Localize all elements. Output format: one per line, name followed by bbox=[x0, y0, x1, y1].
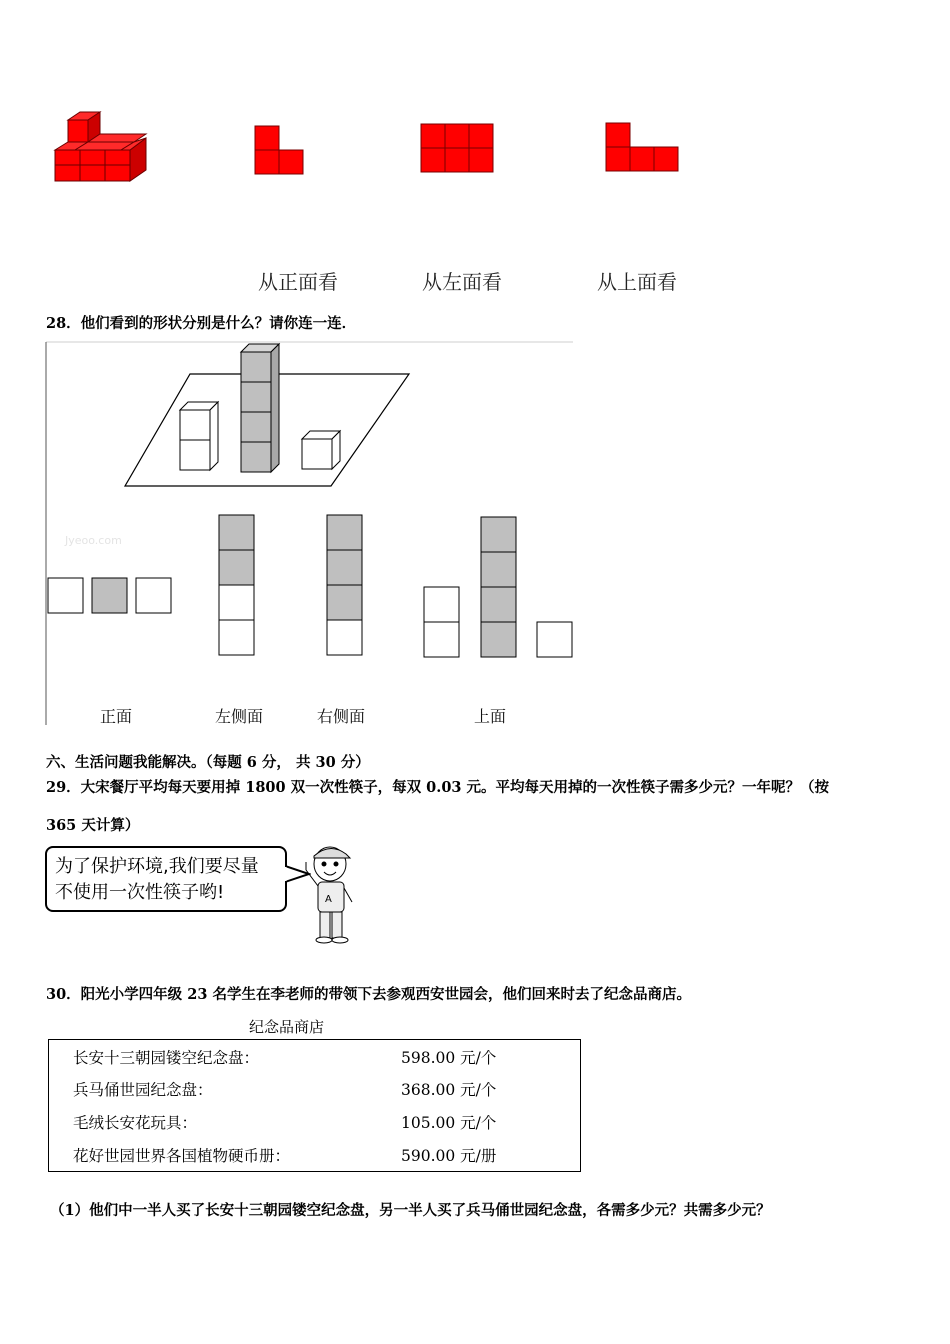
caption-left: 从左面看 bbox=[422, 270, 502, 294]
red-view-front bbox=[253, 124, 305, 176]
shop-price-list bbox=[48, 1039, 581, 1172]
speech-bubble bbox=[45, 846, 287, 912]
item-price: 105.00 元/个 bbox=[401, 1114, 497, 1132]
item-name: 长安十三朝园镂空纪念盘： bbox=[73, 1049, 260, 1067]
cartoon-boy-image bbox=[300, 842, 362, 946]
stack-white-2 bbox=[180, 402, 218, 470]
question-29-line1: 29．大宋餐厅平均每天要用掉 1800 双一次性筷子，每双 0.03 元。平均每天用掉的一次性筷子需多少元？一年呢？（按 bbox=[46, 779, 830, 796]
q28-figure bbox=[45, 340, 575, 730]
option-left-side bbox=[219, 515, 254, 655]
item-price: 590.00 元/册 bbox=[401, 1147, 497, 1165]
question-30-part-1: （1）他们中一半人买了长安十三朝园镂空纪念盘，另一半人买了兵马俑世园纪念盘，各需多少元？共需多少元？ bbox=[50, 1202, 771, 1219]
question-29-line2: 365 天计算） bbox=[46, 817, 140, 834]
option-front bbox=[48, 578, 171, 613]
red-cube-solid bbox=[50, 108, 155, 188]
label-top: 上面 bbox=[474, 707, 507, 726]
option-right-side bbox=[327, 515, 362, 655]
bubble-line-2: 不使用一次性筷子哟! bbox=[55, 882, 225, 903]
item-name: 花好世园世界各国植物硬币册： bbox=[73, 1147, 291, 1165]
list-item bbox=[73, 1144, 573, 1174]
label-right-side: 右侧面 bbox=[317, 707, 366, 726]
bubble-line-1: 为了保护环境,我们要尽量 bbox=[55, 856, 259, 877]
item-price: 368.00 元/个 bbox=[401, 1081, 497, 1099]
stack-gray-4 bbox=[241, 344, 279, 472]
item-name: 兵马俑世园纪念盘： bbox=[73, 1081, 213, 1099]
list-item bbox=[73, 1078, 573, 1108]
item-name: 毛绒长安花玩具： bbox=[73, 1114, 198, 1132]
red-view-top bbox=[604, 121, 680, 173]
shop-title: 纪念品商店 bbox=[249, 1018, 325, 1036]
svg-text:A: A bbox=[325, 894, 332, 905]
caption-front: 从正面看 bbox=[258, 270, 338, 294]
list-item bbox=[73, 1046, 573, 1076]
stack-white-1 bbox=[302, 431, 340, 469]
section-6-heading: 六、生活问题我能解决。（每题 6 分， 共 30 分） bbox=[46, 754, 370, 771]
svg-text:Jyeoo.com: Jyeoo.com bbox=[65, 534, 122, 547]
list-item bbox=[73, 1111, 573, 1141]
question-28: 28．他们看到的形状分别是什么？请你连一连． bbox=[46, 315, 357, 332]
question-30: 30．阳光小学四年级 23 名学生在李老师的带领下去参观西安世园会，他们回来时去了纪念品商店。 bbox=[46, 986, 691, 1003]
caption-top: 从上面看 bbox=[597, 270, 677, 294]
red-view-left bbox=[419, 122, 495, 174]
item-price: 598.00 元/个 bbox=[401, 1049, 497, 1067]
option-top bbox=[424, 517, 572, 657]
label-left-side: 左侧面 bbox=[215, 707, 264, 726]
label-front: 正面 bbox=[100, 707, 133, 726]
